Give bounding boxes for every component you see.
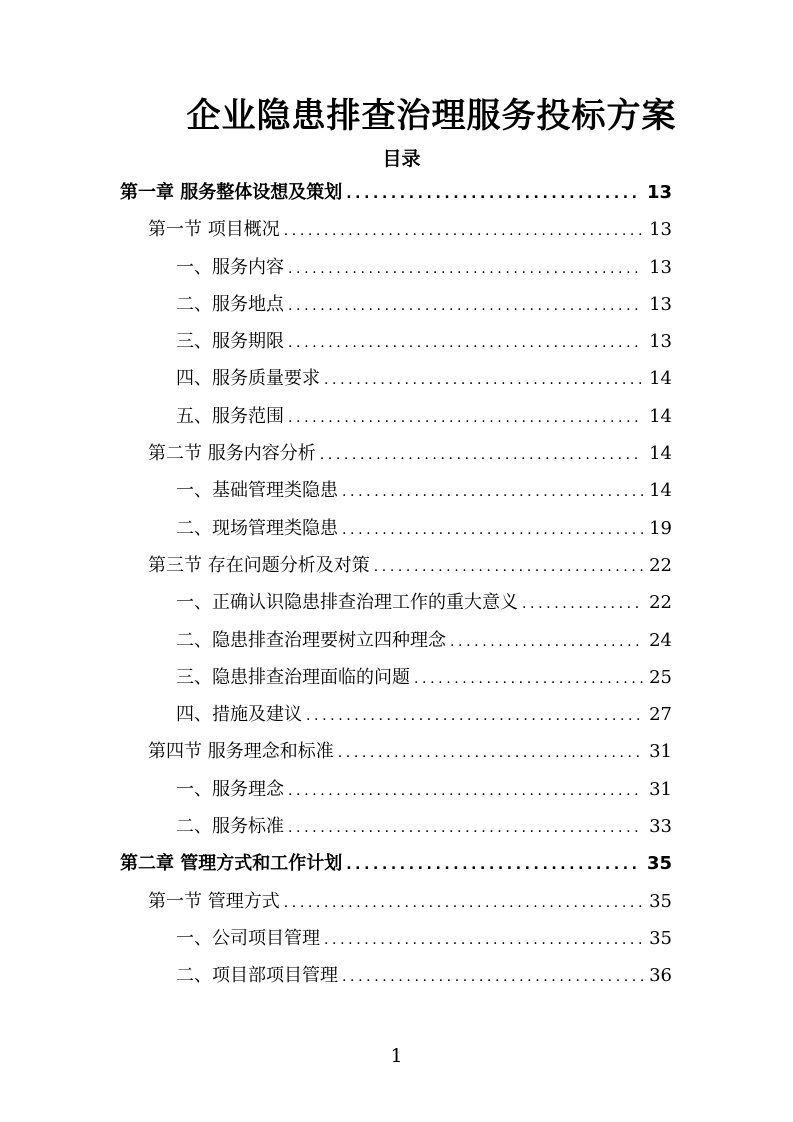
toc-entry-page: 14 [649, 443, 672, 465]
toc-entry-label: 一、公司项目管理 [176, 927, 320, 949]
toc-entry-page: 35 [646, 853, 672, 875]
toc-entry-page: 31 [649, 778, 672, 800]
toc-entry-page: 13 [649, 331, 672, 353]
toc-leader-dots [346, 847, 641, 884]
toc-leader-dots [284, 885, 643, 922]
toc-leader-dots [374, 549, 643, 586]
toc-entry[interactable] [120, 472, 672, 509]
toc-entry[interactable] [120, 696, 672, 733]
toc-entry[interactable] [120, 920, 672, 957]
toc-leader-dots [324, 362, 643, 399]
toc-entry-page: 22 [649, 592, 672, 614]
document-title: 企业隐患排查治理服务投标方案 [186, 96, 677, 136]
toc-entry-page: 14 [649, 368, 672, 390]
toc-entry-label: 一、服务内容 [176, 256, 284, 278]
toc-entry-label: 二、现场管理类隐患 [176, 517, 338, 539]
toc-entry-label: 四、服务质量要求 [176, 368, 320, 390]
toc-entry-page: 13 [646, 182, 672, 203]
toc-leader-dots [284, 213, 643, 250]
toc-leader-dots [288, 810, 643, 847]
toc-entry[interactable] [120, 435, 672, 472]
toc-leader-dots [288, 400, 643, 437]
toc-heading: 目录 [382, 148, 421, 170]
toc-leader-dots [288, 288, 643, 325]
toc-entry-label: 二、隐患排查治理要树立四种理念 [176, 629, 446, 651]
toc-entry[interactable] [120, 883, 672, 920]
toc-entry-label: 三、隐患排查治理面临的问题 [176, 666, 410, 688]
toc-entry-label: 一、服务理念 [176, 778, 284, 800]
toc-entry-label: 第四节 服务理念和标准 [148, 741, 334, 763]
toc-entry-label: 二、服务标准 [176, 816, 284, 838]
toc-entry-label: 一、基础管理类隐患 [176, 480, 338, 502]
toc-leader-dots [342, 474, 643, 511]
toc-entry[interactable] [120, 808, 672, 845]
toc-leader-dots [342, 959, 643, 996]
toc-entry-label: 一、正确认识隐患排查治理工作的重大意义 [176, 592, 518, 614]
toc-leader-dots [306, 698, 643, 735]
toc-entry-label: 第三节 存在问题分析及对策 [148, 554, 370, 576]
toc-entry-page: 35 [649, 927, 672, 949]
toc-entry-page: 13 [649, 219, 672, 241]
toc-entry-page: 14 [649, 405, 672, 427]
toc-entry-page: 27 [649, 704, 672, 726]
toc-leader-dots [522, 586, 643, 623]
toc-entry-label: 第一章 服务整体设想及策划 [120, 182, 343, 203]
toc-leader-dots [342, 512, 643, 549]
toc-entry-page: 25 [649, 666, 672, 688]
toc-entry[interactable] [120, 547, 672, 584]
toc-entry-page: 36 [649, 965, 672, 987]
toc-entry-label: 第二节 服务内容分析 [148, 443, 316, 465]
toc-entry-label: 二、项目部项目管理 [176, 965, 338, 987]
toc-entry-page: 33 [649, 816, 672, 838]
toc-entry-label: 四、措施及建议 [176, 704, 302, 726]
toc-entry[interactable] [120, 398, 672, 435]
toc-entry-page: 31 [649, 741, 672, 763]
toc-entry[interactable] [120, 733, 672, 770]
toc-entry-label: 三、服务期限 [176, 331, 284, 353]
toc-entry[interactable] [120, 249, 672, 286]
toc-entry-label: 五、服务范围 [176, 405, 284, 427]
page-number: 1 [390, 1045, 403, 1067]
toc-entry[interactable] [120, 584, 672, 621]
toc-entry-page: 19 [649, 517, 672, 539]
toc-entry-page: 14 [649, 480, 672, 502]
toc-entry[interactable] [120, 360, 672, 397]
toc-entry[interactable] [120, 510, 672, 547]
toc-leader-dots [414, 661, 643, 698]
toc-leader-dots [450, 624, 643, 661]
toc-entry-label: 第一节 项目概况 [148, 219, 280, 241]
toc-entry[interactable] [120, 771, 672, 808]
toc-entry-label: 第一节 管理方式 [148, 890, 280, 912]
table-of-contents [120, 174, 672, 995]
toc-leader-dots [320, 437, 643, 474]
toc-leader-dots [346, 176, 641, 213]
toc-entry-label: 第二章 管理方式和工作计划 [120, 853, 343, 875]
toc-entry-label: 二、服务地点 [176, 293, 284, 315]
toc-entry-page: 35 [649, 890, 672, 912]
toc-entry-page: 24 [649, 629, 672, 651]
toc-entry[interactable] [120, 323, 672, 360]
toc-entry-page: 13 [649, 293, 672, 315]
toc-entry[interactable] [120, 957, 672, 994]
toc-entry-page: 13 [649, 256, 672, 278]
toc-entry[interactable] [120, 174, 672, 211]
toc-leader-dots [288, 325, 643, 362]
toc-entry[interactable] [120, 286, 672, 323]
toc-entry[interactable] [120, 659, 672, 696]
toc-entry[interactable] [120, 622, 672, 659]
toc-leader-dots [288, 251, 643, 288]
toc-entry[interactable] [120, 211, 672, 248]
toc-leader-dots [324, 922, 643, 959]
toc-entry-page: 22 [649, 554, 672, 576]
toc-leader-dots [288, 773, 643, 810]
toc-entry[interactable] [120, 845, 672, 882]
toc-leader-dots [338, 735, 643, 772]
